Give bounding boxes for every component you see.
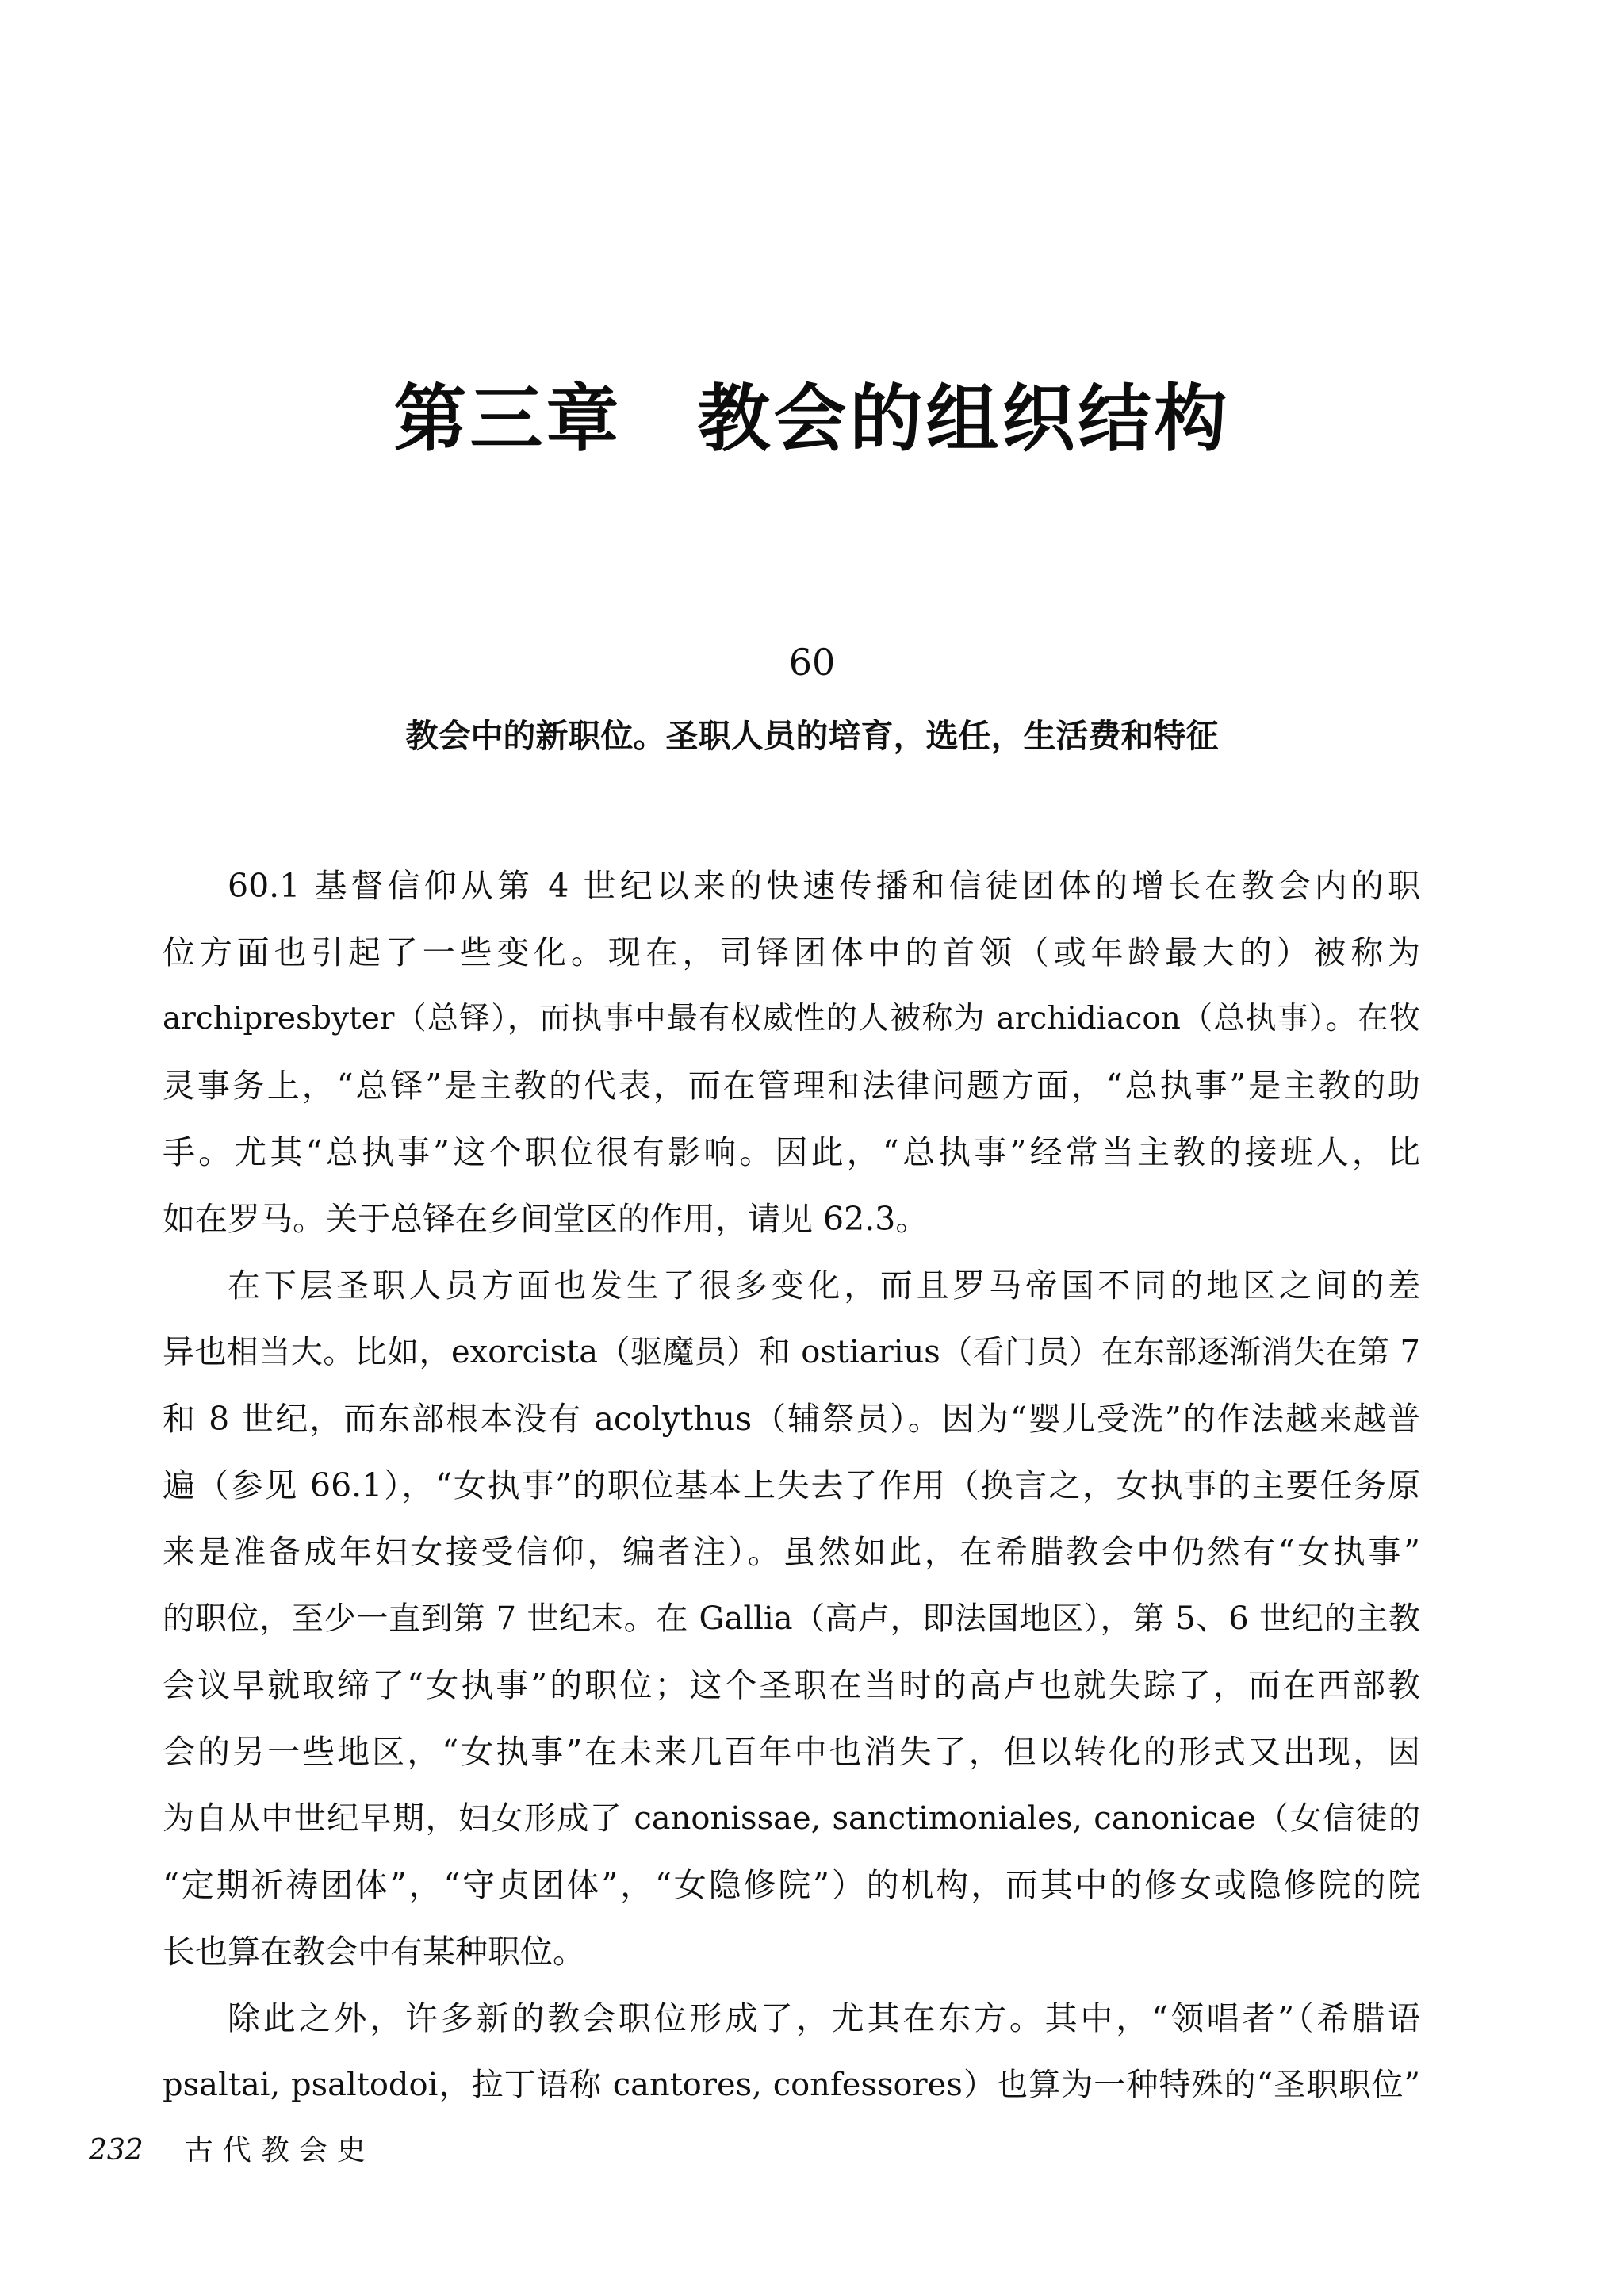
text-line: archipresbyter（总铎），而执事中最有权威性的人被称为 archidiacon（总执事）。在牧 <box>163 1001 1420 1037</box>
text-line: 60.1 基督信仰从第 4 世纪以来的快速传播和信徒团体的增长在教会内的职 <box>228 867 1420 905</box>
text-line: 灵事务上，“总铎”是主教的代表，而在管理和法律问题方面，“总执事”是主教的助 <box>163 1067 1420 1105</box>
page-footer <box>89 2128 375 2168</box>
text-line: 在下层圣职人员方面也发生了很多变化，而且罗马帝国不同的地区之间的差 <box>228 1267 1420 1305</box>
section-number: 60 <box>788 641 836 684</box>
text-line: 如在罗马。关于总铎在乡间堂区的作用，请见 62.3。 <box>163 1200 929 1238</box>
text-line: 长也算在教会中有某种职位。 <box>163 1933 585 1971</box>
text-line: psaltai, psaltodoi，拉丁语称 cantores, confessores）也算为一种特殊的“圣职职位” <box>163 2067 1420 2103</box>
text-line: “定期祈祷团体”，“守贞团体”，“女隐修院”）的机构，而其中的修女或隐修院的院 <box>163 1866 1420 1904</box>
running-title: 古代教会史 <box>184 2134 375 2167</box>
text-line: 为自从中世纪早期，妇女形成了 canonissae, sanctimoniales, canonicae（女信徒的 <box>163 1800 1420 1837</box>
text-line: 和 8 世纪，而东部根本没有 acolythus（辅祭员）。因为“婴儿受洗”的作法越来越普 <box>163 1400 1420 1438</box>
text-line: 异也相当大。比如，exorcista（驱魔员）和 ostiarius（看门员）在东部逐渐消失在第 7 <box>163 1334 1420 1370</box>
body-text <box>163 853 1420 2118</box>
text-line: 会的另一些地区，“女执事”在未来几百年中也消失了，但以转化的形式又出现，因 <box>163 1733 1420 1771</box>
text-line: 位方面也引起了一些变化。现在，司铎团体中的首领（或年龄最大的）被称为 <box>163 933 1420 971</box>
chapter-name: 教会的组织结构 <box>697 376 1231 462</box>
text-line: 来是准备成年妇女接受信仰，编者注）。虽然如此，在希腊教会中仍然有“女执事” <box>163 1533 1420 1571</box>
text-line: 手。尤其“总执事”这个职位很有影响。因此，“总执事”经常当主教的接班人，比 <box>163 1133 1420 1171</box>
text-line: 会议早就取缔了“女执事”的职位；这个圣职在当时的高卢也就失踪了，而在西部教 <box>163 1666 1420 1704</box>
section-heading: 教会中的新职位。圣职人员的培育，选任，生活费和特征 <box>405 717 1219 755</box>
text-line: 除此之外，许多新的教会职位形成了，尤其在东方。其中，“领唱者”（希腊语 <box>228 1999 1420 2037</box>
chapter-number: 第三章 <box>393 376 622 462</box>
page-number: 232 <box>89 2134 144 2167</box>
text-line: 遍（参见 66.1），“女执事”的职位基本上失去了作用（换言之，女执事的主要任务原 <box>163 1466 1420 1504</box>
chapter-title <box>0 361 1624 466</box>
text-line: 的职位，至少一直到第 7 世纪末。在 Gallia（高卢，即法国地区），第 5、6 世纪的主教 <box>163 1600 1420 1637</box>
